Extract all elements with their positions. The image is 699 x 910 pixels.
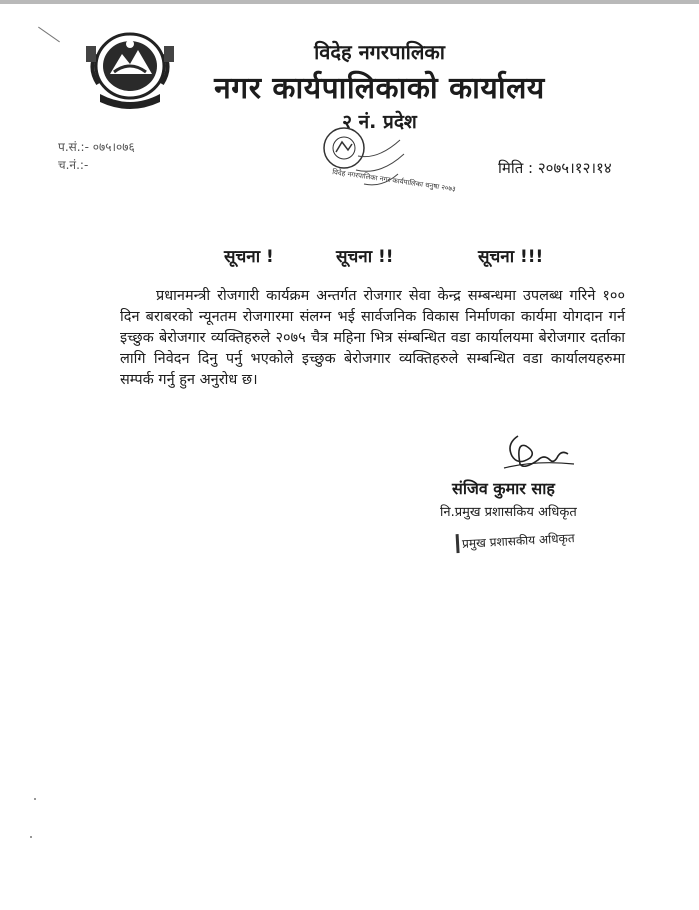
seal-text: विदेह नगरपालिका नगर कार्यपालिका धनुषा २०७३ [331, 168, 457, 194]
municipality-name: विदेह नगरपालिका [314, 40, 445, 64]
title-rubber-stamp: प्रमुख प्रशासकीय अधिकृत [456, 528, 578, 553]
scan-speck [30, 836, 32, 838]
notice-body: प्रधानमन्त्री रोजगारी कार्यक्रम अन्तर्गत रोजगार सेवा केन्द्र सम्बन्धमा उपलब्ध गरिने १०० दिन बराबरको न्यूनतम रोजगारमा संलग्न भई सार्वजनिक विकास निर्माणका कार्यमा योगदान गर्न इच्छुक बेरोजगार व्यक्तिहरुले २०७५ चैत्र महिना भित्र संम्बन्धित वडा कार्यालयमा बेरोजगार दर्ताका लागि निवेदन दिनु पर्नु भएकोले इच्छुक बेरोजगार व्यक्तिहरुले सम्बन्धित वडा कार्यालयहरुमा सम्पर्क गर्नु हुन अनुरोध छ। [120, 288, 625, 388]
dispatch-number: च.नं.:- [58, 158, 89, 172]
signature-icon [496, 430, 576, 474]
signatory-title: नि.प्रमुख प्रशासकिय अधिकृत [440, 505, 577, 520]
notice-heading-3: सूचना !!! [478, 247, 544, 267]
office-title: नगर कार्यपालिकाको कार्यालय [214, 71, 545, 106]
document-date: मिति : २०७५।१२।१४ [498, 159, 612, 177]
notice-heading-1: सूचना ! [224, 247, 274, 267]
scan-speck [34, 798, 36, 800]
signatory-name: संजिव कुमार साह [452, 479, 555, 498]
province-label: २ नं. प्रदेश [342, 111, 417, 133]
office-seal-icon [318, 120, 457, 206]
notice-heading-2: सूचना !! [336, 247, 394, 267]
letter-number: प.सं.:- ०७५।०७६ [58, 140, 135, 154]
scan-edge [0, 0, 699, 4]
